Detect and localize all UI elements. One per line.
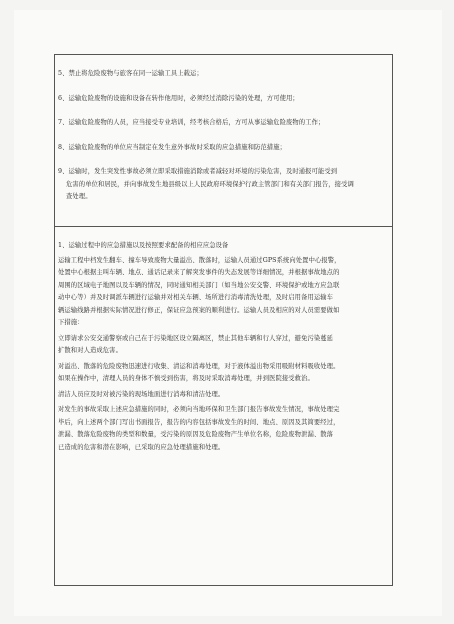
paragraph-line: 动中心等）并及时调派车辆进行运输并对相关车辆、场所进行消毒清洗处理，及时启用备用运输车 xyxy=(58,294,334,301)
paragraph-line: 对发生的事故采取上述应急措施的同时，必须向当地环保和卫生部门报告事故发生情况，事故处理完 xyxy=(58,406,340,413)
section-transport-rules xyxy=(58,68,388,204)
rule-item-9 xyxy=(58,166,388,204)
paragraph-line: 如果在操作中，清理人员的身体不慎受到伤害，将及时采取消毒处理，并到医院接受救治。 xyxy=(58,375,314,382)
table-row-divider xyxy=(55,226,392,227)
rule-line: 8、运输危险废物的单位应当制定在发生意外事故时采取的应急措施和防范措施； xyxy=(58,143,286,151)
paragraph-line: 下措施： xyxy=(58,319,84,326)
paragraph-line: 已造成的危害和潜在影响，已采取的应急处理措施和处理。 xyxy=(58,443,225,451)
rule-item-7 xyxy=(58,117,388,130)
rule-line: 危害的单位和居民，并向事故发生地县级以上人民政府环境保护行政主管部门和有关部门报告，接受调 xyxy=(66,180,354,188)
rule-line: 7、运输危险废物的人员，应当接受专业培训，经考核合格后，方可从事运输危险废物的工作； xyxy=(58,119,325,126)
paragraph-line: 立即请求公安交通警察或自己在于污染地区设立隔离区，禁止其他车辆和行人穿过，避免污染蔓延 xyxy=(58,334,334,342)
section-heading: 1、运输过程中的应急措施以及按照要求配备的相应应急设备 xyxy=(58,242,229,249)
rule-line: 查处理。 xyxy=(66,193,92,200)
paragraph-line: 泄漏、散落危险废物的类型和数量，受污染的原因及危险废物产生单位名称，危险废物泄漏、散落 xyxy=(58,431,334,438)
paragraph-line: 周围的区域电子地图以及车辆的情况，同时通知相关部门（如当地公安交警、环境保护或地方应急联 xyxy=(58,281,340,289)
section-emergency-measures xyxy=(58,240,388,454)
rule-item-5 xyxy=(58,68,388,81)
rule-line: 9、运输时，发生突发性事故必须立即采取措施消除或者减轻对环境的污染危害，及时通报可能受到 xyxy=(58,168,338,175)
paragraph-line: 运输工程中档发生翻车、撞车导致废物大量溢出、散落时，运输人员通过GPS系统向处置中心报警， xyxy=(58,256,341,264)
paragraph-line: 处置中心根据主叫车辆、地点、通话记录来了解突发事件的失态发展等详细情况，并根据事故地点的 xyxy=(58,269,340,276)
paragraph-line: 辆运输线路并根据实际情况进行修正，保证应急预案的顺利进行。运输人员及相应的对人员需要做如 xyxy=(58,306,340,314)
rule-item-8 xyxy=(58,142,388,155)
rule-line: 6、运输危险废物的设施和设备在转作他用时，必须经过消除污染的处理，方可使用； xyxy=(58,94,299,102)
rule-item-6 xyxy=(58,93,388,106)
paragraph-line: 扩散和对人造成危害。 xyxy=(58,347,122,354)
paragraph-line: 毕后，向上述两个部门写出书面报告，报告的内容包括事故发生的时间、地点、原因及其简要经过， xyxy=(58,418,340,426)
paragraph-line: 对溢出、散落的危险废物迅速进行收集、清运和消毒处理，对于液体溢出物采用吸附材料吸收处理。 xyxy=(58,362,340,370)
paragraph-line: 清洁人员应及时对被污染的现场地面进行消毒和清洁处理。 xyxy=(58,390,225,398)
rule-line: 5、禁止将危险废物与旅客在同一运输工具上载运； xyxy=(58,70,203,77)
